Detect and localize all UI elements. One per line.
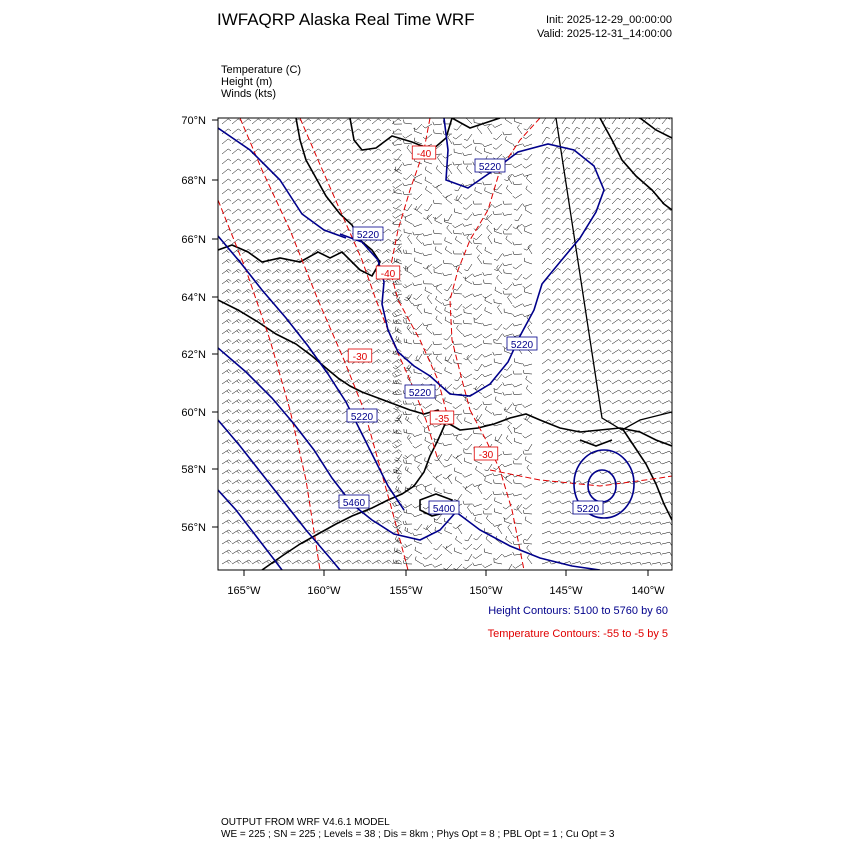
longitude-label: 145°W [549, 585, 583, 597]
plot-title: IWFAQRP Alaska Real Time WRF [217, 10, 475, 29]
svg-text:-40: -40 [416, 149, 432, 160]
svg-text:-30: -30 [352, 352, 368, 363]
temperature-contour-legend: Temperature Contours: -55 to -5 by 5 [487, 628, 668, 640]
contour-label [573, 501, 603, 515]
longitude-axis [227, 570, 665, 597]
svg-text:5220: 5220 [510, 340, 534, 351]
svg-text:5220: 5220 [576, 504, 600, 515]
longitude-label: 140°W [631, 585, 665, 597]
contour-label [405, 385, 435, 399]
svg-text:5220: 5220 [408, 388, 432, 399]
latitude-label: 62°N [181, 349, 206, 361]
latitude-label: 68°N [181, 175, 206, 187]
latitude-label: 66°N [181, 234, 206, 246]
init-time: Init: 2025-12-29_00:00:00 [546, 14, 672, 26]
svg-text:5220: 5220 [478, 162, 502, 173]
variable-height: Height (m) [221, 76, 273, 88]
variable-temperature: Temperature (C) [221, 64, 302, 76]
longitude-label: 165°W [227, 585, 261, 597]
contour-label [348, 349, 372, 363]
contour-label [347, 409, 377, 423]
contour-label [430, 411, 454, 425]
svg-text:5220: 5220 [350, 412, 374, 423]
latitude-label: 60°N [181, 407, 206, 419]
contour-label [429, 501, 459, 515]
svg-text:5460: 5460 [342, 498, 366, 509]
contour-label [339, 495, 369, 509]
longitude-label: 150°W [469, 585, 503, 597]
longitude-label: 160°W [307, 585, 341, 597]
variable-winds: Winds (kts) [221, 88, 276, 100]
svg-text:-40: -40 [380, 269, 396, 280]
contour-label [475, 159, 505, 173]
height-contours [218, 118, 634, 570]
height-contour-legend: Height Contours: 5100 to 5760 by 60 [488, 605, 668, 617]
latitude-axis [181, 115, 218, 534]
latitude-label: 70°N [181, 115, 206, 127]
contour-label [376, 266, 400, 280]
svg-text:5400: 5400 [432, 504, 456, 515]
contour-label [353, 227, 383, 241]
svg-text:-30: -30 [478, 450, 494, 461]
contour-label [412, 146, 436, 160]
model-info [221, 817, 614, 841]
contour-label [507, 337, 537, 351]
contour-label [474, 447, 498, 461]
model-version: OUTPUT FROM WRF V4.6.1 MODEL [221, 817, 390, 828]
svg-text:-35: -35 [434, 414, 450, 425]
svg-text:5220: 5220 [356, 230, 380, 241]
latitude-label: 56°N [181, 522, 206, 534]
model-config: WE = 225 ; SN = 225 ; Levels = 38 ; Dis = 8km ; Phys Opt = 8 ; PBL Opt = 1 ; Cu Opt = 3 [221, 829, 615, 840]
latitude-label: 58°N [181, 464, 206, 476]
latitude-label: 64°N [181, 292, 206, 304]
longitude-label: 155°W [389, 585, 423, 597]
valid-time: Valid: 2025-12-31_14:00:00 [537, 28, 672, 40]
